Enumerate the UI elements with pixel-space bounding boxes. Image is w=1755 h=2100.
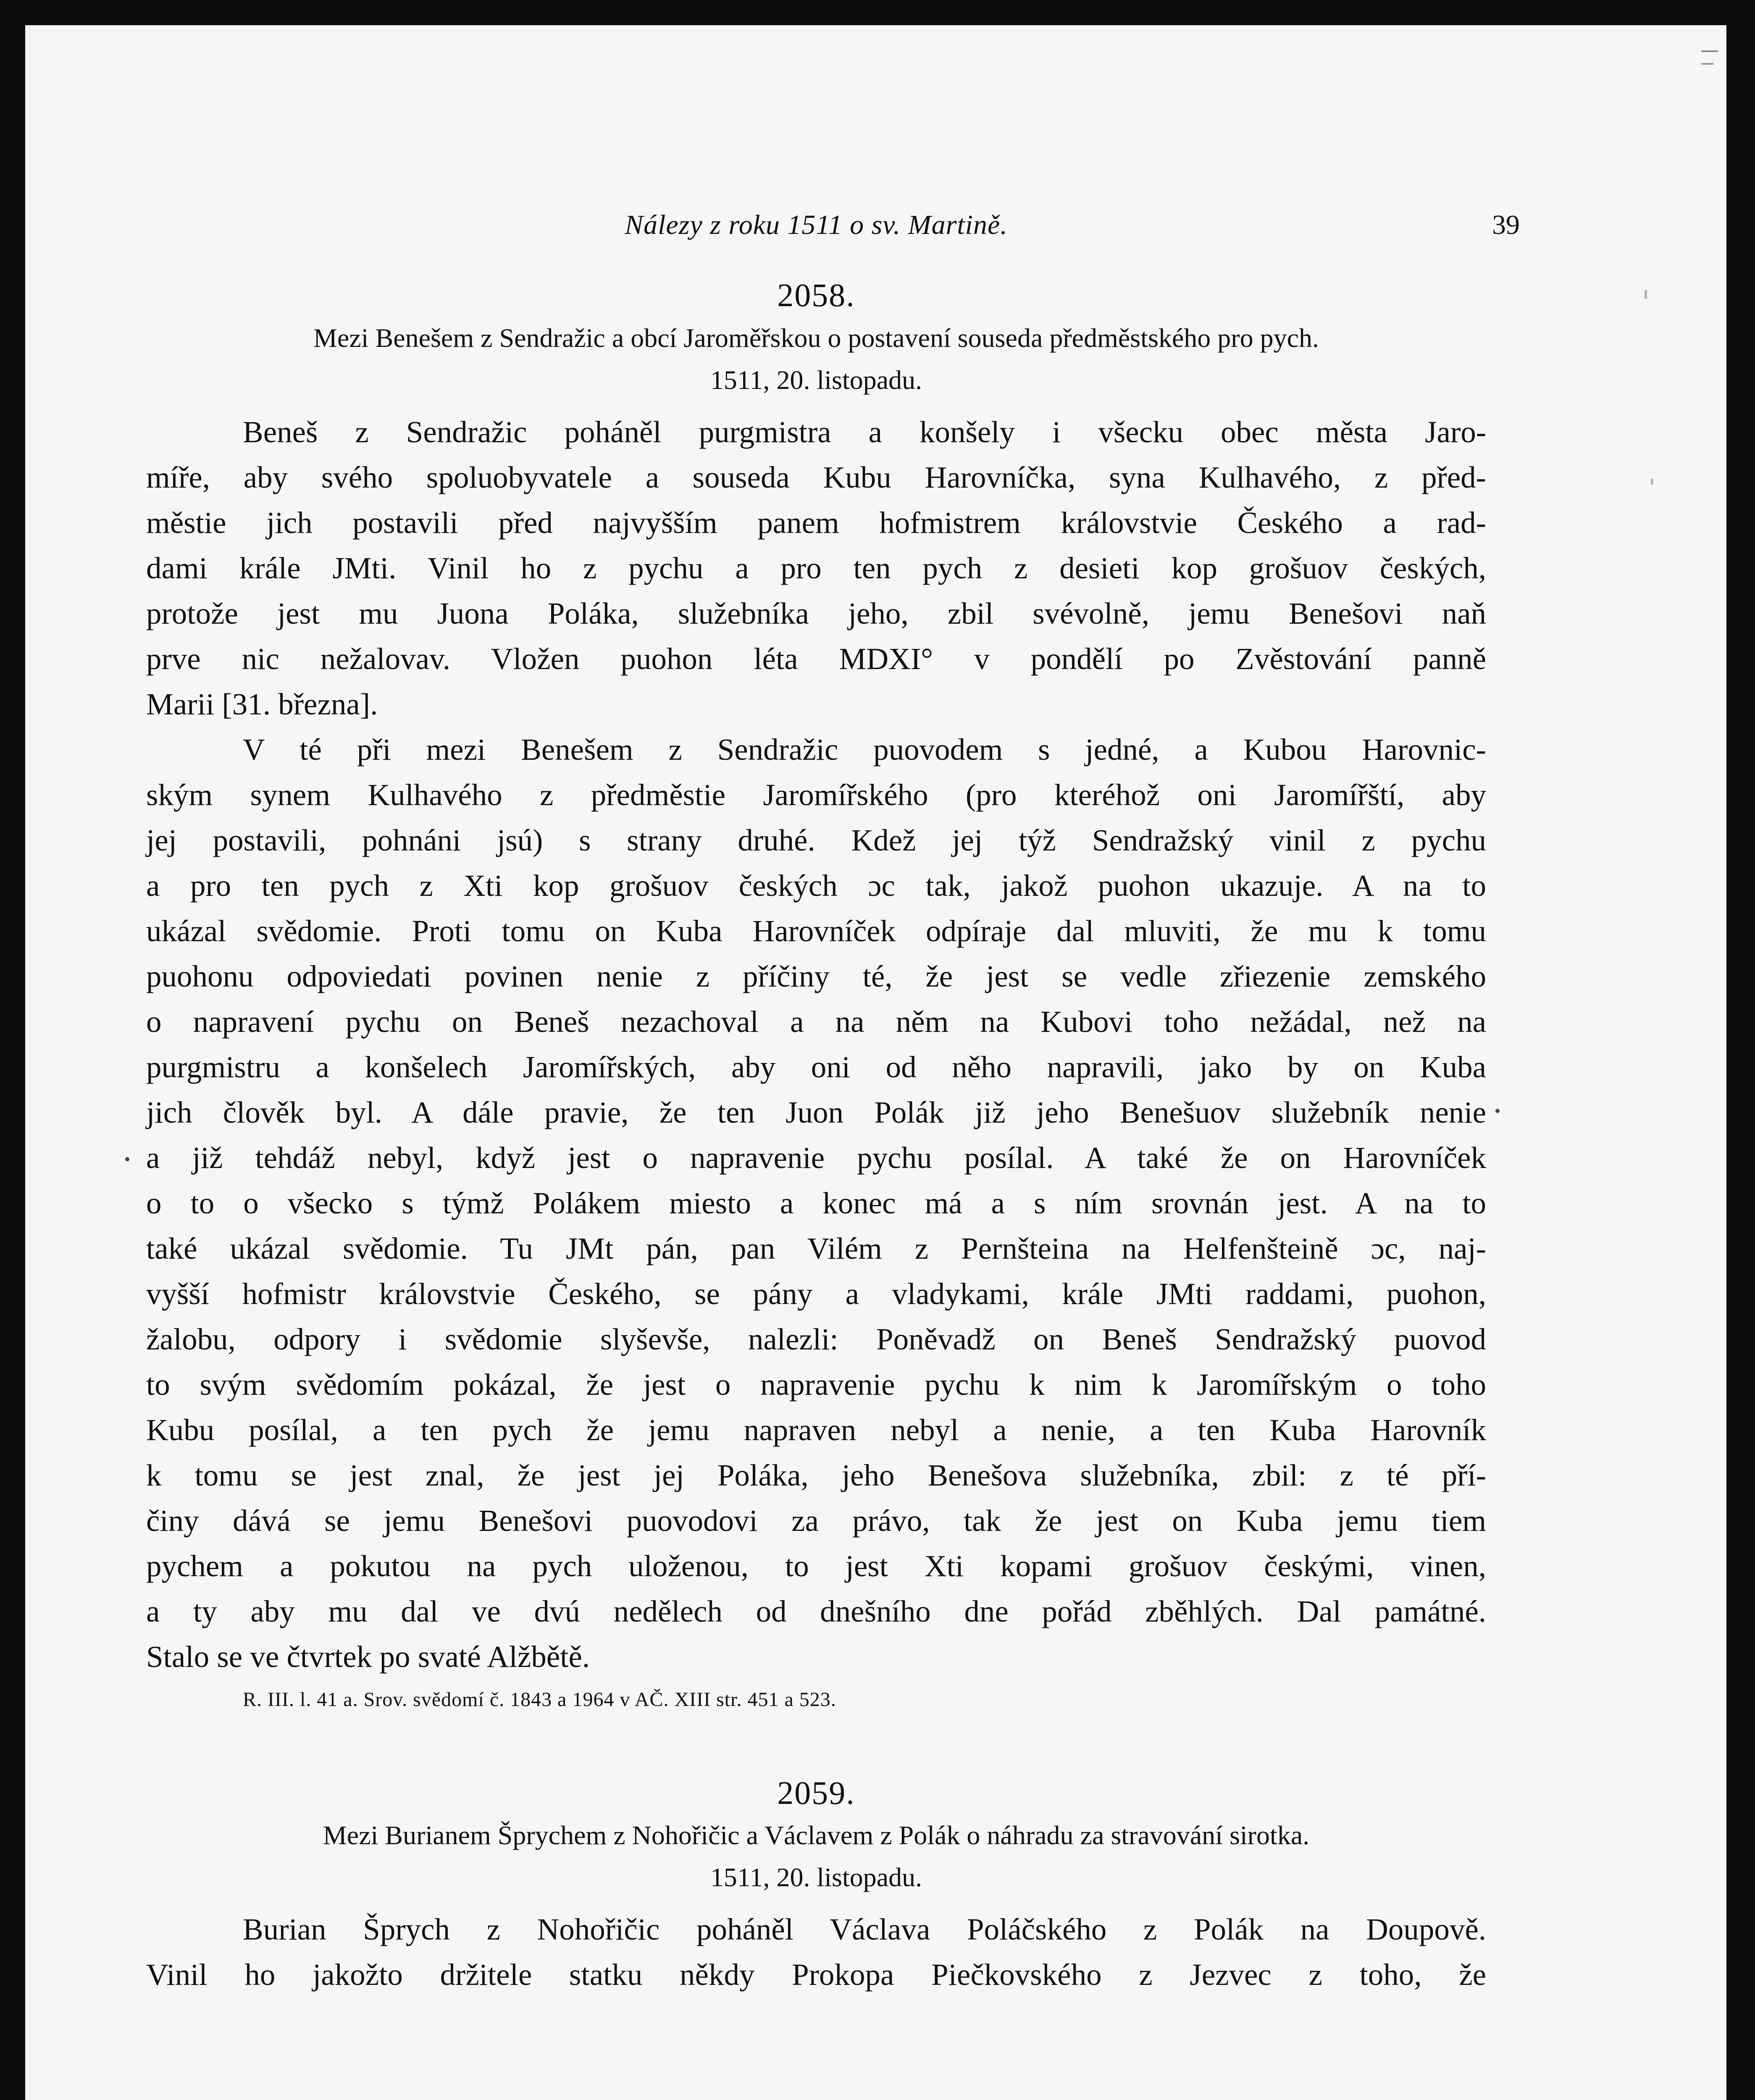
text-line: protože jest mu Juona Poláka, služebníka jeho, zbil svévolně, jemu Benešovi naň (146, 596, 1486, 630)
text-line: o to o všecko s týmž Polákem miesto a konec má a s ním srovnán jest. A na to (146, 1186, 1486, 1220)
text-line: Kubu posílal, a ten pych že jemu napraven nebyl a nenie, a ten Kuba Harovník (146, 1412, 1486, 1447)
text-line: o napravení pychu on Beneš nezachoval a na něm na Kubovi toho nežádal, než na (146, 1004, 1486, 1039)
text-line: městie jich postavili před najvyšším panem hofmistrem královstvie Českého a rad- (146, 505, 1486, 540)
text-line: činy dává se jemu Benešovi puovodovi za právo, tak že jest on Kuba jemu tiem (146, 1503, 1486, 1538)
scan-mark (1701, 63, 1714, 65)
entry-number: 2058. (777, 277, 855, 313)
scan-mark (1645, 290, 1647, 299)
paragraph (146, 727, 1486, 1680)
text-line: k tomu se jest znal, že jest jej Poláka, jeho Benešova služebníka, zbil: z té pří- (146, 1458, 1486, 1492)
text-line: míře, aby svého spoluobyvatele a souseda Kubu Harovníčka, syna Kulhavého, z před- (146, 460, 1486, 494)
text-line: ským synem Kulhavého z předměstie Jaromířského (pro kteréhož oni Jaromířští, aby (146, 777, 1486, 812)
text-line: ukázal svědomie. Proti tomu on Kuba Harovníček odpíraje dal mluviti, že mu k tomu (146, 914, 1486, 948)
page-number: 39 (1492, 210, 1520, 240)
text-line: vyšší hofmistr královstvie Českého, se pány a vladykami, krále JMti raddami, puohon, (146, 1276, 1486, 1311)
text-line: pychem a pokutou na pych uloženou, to jest Xti kopami grošuov českými, vinen, (146, 1549, 1486, 1583)
text-line: V té při mezi Benešem z Sendražic puovodem s jedné, a Kubou Harovnic- (243, 732, 1486, 766)
text-line: Stalo se ve čtvrtek po svaté Alžbětě. (146, 1639, 590, 1674)
text-line: a ty aby mu dal ve dvú nedělech od dnešního dne pořád zběhlých. Dal památné. (146, 1594, 1486, 1628)
text-line: puohonu odpoviedati povinen nenie z příčiny té, že jest se vedle zřiezenie zemského (146, 959, 1486, 993)
text-line: a pro ten pych z Xti kop grošuov českých ɔc tak, jakož puohon ukazuje. A na to (146, 868, 1486, 903)
entry-date: 1511, 20. listopadu. (710, 1862, 922, 1893)
text-line: prve nic nežalovav. Vložen puohon léta MDXI° v pondělí po Zvěstování panně (146, 641, 1486, 676)
text-line: jej postavili, pohnáni jsú) s strany druhé. Kdež jej týž Sendražský vinil z pychu (146, 823, 1486, 857)
entry-subject: Mezi Burianem Šprychem z Nohořičic a Václavem z Polák o náhradu za stravování sirotka. (323, 1820, 1310, 1851)
text-line: Burian Šprych z Nohořičic poháněl Václava Poláčského z Polák na Doupově. (243, 1912, 1486, 1947)
scan-mark (1651, 479, 1653, 485)
text-line: to svým svědomím pokázal, že jest o napravenie pychu k nim k Jaromířským o toho (146, 1367, 1486, 1402)
source-note: R. III. l. 41 a. Srov. svědomí č. 1843 a 1964 v AČ. XIII str. 451 a 523. (243, 1688, 836, 1711)
running-title: Nálezy z roku 1511 o sv. Martině. (625, 210, 1008, 240)
text-line: žalobu, odpory i svědomie slyševše, nalezli: Poněvadž on Beneš Sendražský puovod (146, 1322, 1486, 1356)
text-line: Marii [31. března]. (146, 687, 378, 721)
paragraph (146, 1907, 1486, 1998)
scan-mark (125, 1157, 129, 1161)
entry-date: 1511, 20. listopadu. (710, 365, 922, 395)
text-line: také ukázal svědomie. Tu JMt pán, pan Vilém z Pernšteina na Helfenšteině ɔc, naj- (146, 1231, 1486, 1265)
text-line: purgmistru a konšelech Jaromířských, aby oni od něho napravili, jako by on Kuba (146, 1050, 1486, 1084)
text-line: jich člověk byl. A dále pravie, že ten Juon Polák již jeho Benešuov služebník nenie (146, 1095, 1486, 1129)
entry-number: 2059. (777, 1774, 855, 1811)
text-line: a již tehdáž nebyl, když jest o napravenie pychu posílal. A také že on Harovníček (146, 1140, 1486, 1175)
paragraph (146, 410, 1486, 727)
text-line: dami krále JMti. Vinil ho z pychu a pro ten pych z desieti kop grošuov českých, (146, 551, 1486, 585)
scan-mark (1495, 1109, 1500, 1113)
scan-mark (1701, 50, 1718, 52)
text-line: Vinil ho jakožto držitele statku někdy Prokopa Piečkovského z Jezvec z toho, že (146, 1958, 1486, 1992)
entry-subject: Mezi Benešem z Sendražic a obcí Jaroměřskou o postavení souseda předměstského pro pych. (313, 323, 1319, 353)
text-line: Beneš z Sendražic poháněl purgmistra a konšely i všecku obec města Jaro- (243, 415, 1486, 449)
document-page (25, 25, 1726, 2100)
running-head (146, 201, 1520, 251)
page-text (146, 201, 1520, 1998)
